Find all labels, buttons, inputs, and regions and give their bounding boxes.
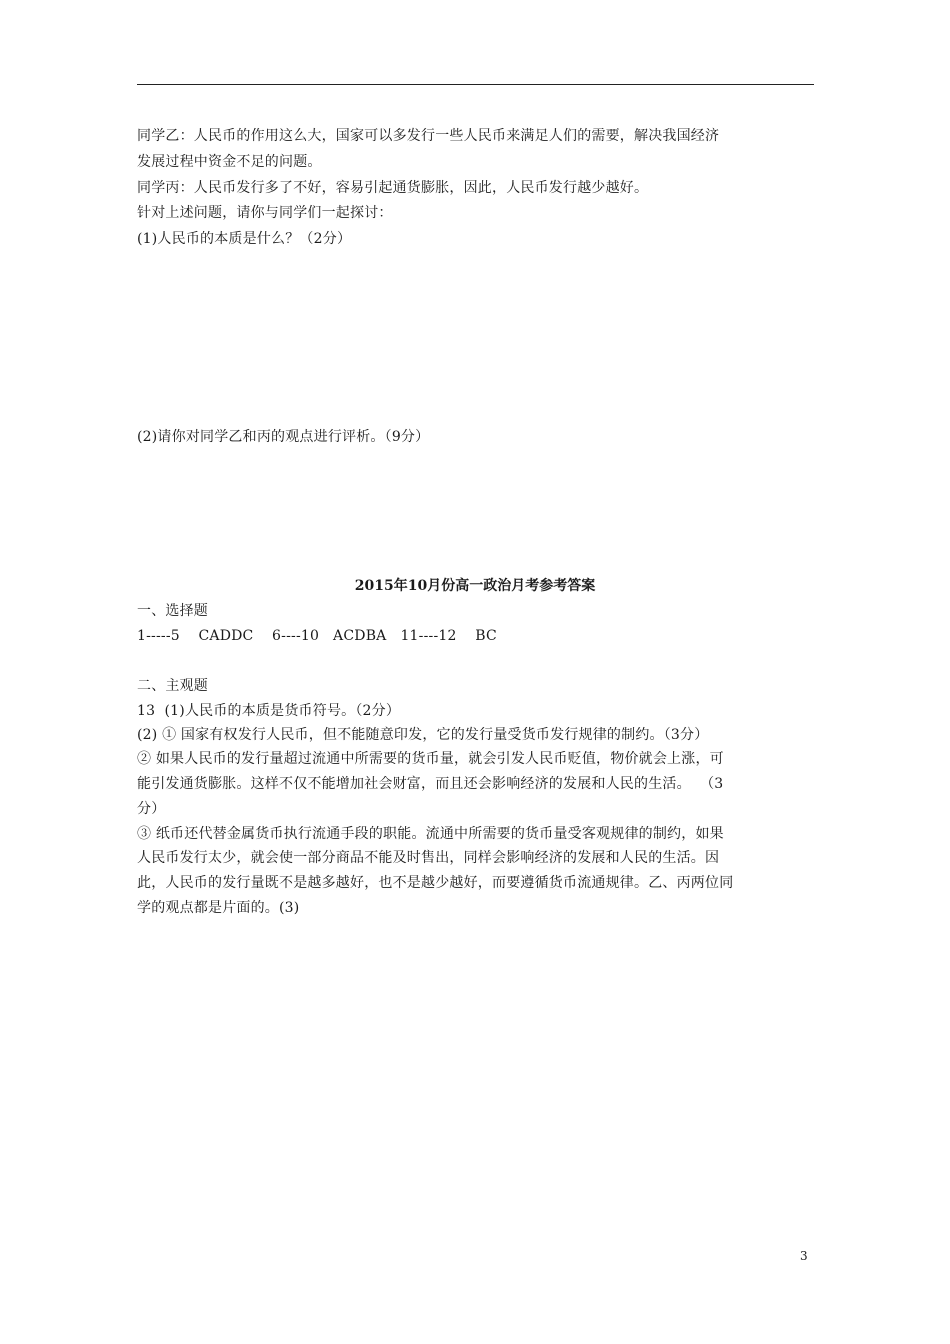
answer-line: ③ 纸币还代替金属货币执行流通手段的职能。流通中所需要的货币量受客观规律的制约，如果 [137, 826, 724, 842]
multiple-choice-answers: 1-----5 CADDC 6----10 ACDBA 11----12 BC [137, 628, 497, 644]
answer-line: 能引发通货膨胀。这样不仅不能增加社会财富，而且还会影响经济的发展和人民的生活。 （3 [137, 776, 724, 792]
question-line: 同学丙：人民币发行多了不好，容易引起通货膨胀，因此，人民币发行越少越好。 [137, 180, 649, 196]
answer-line: 13 (1)人民币的本质是货币符号。（2分） [137, 703, 401, 719]
answer-line: 分） [137, 801, 166, 817]
section-heading-choice: 一、选择题 [137, 603, 208, 619]
page-number: 3 [800, 1249, 808, 1263]
section-heading-subjective: 二、主观题 [137, 678, 208, 694]
question-part-2: (2)请你对同学乙和丙的观点进行评析。（9分） [137, 429, 430, 445]
question-line: 针对上述问题，请你与同学们一起探讨： [137, 205, 393, 221]
answer-line: ② 如果人民币的发行量超过流通中所需要的货币量，就会引发人民币贬值，物价就会上涨，可 [137, 751, 724, 767]
answer-line: 学的观点都是片面的。(3) [137, 900, 300, 916]
answer-title: 2015年10月份高一政治月考参考答案 [354, 578, 596, 594]
question-part-1: (1)人民币的本质是什么？（2分） [137, 231, 352, 247]
question-line: 同学乙：人民币的作用这么大，国家可以多发行一些人民币来满足人们的需要，解决我国经济 [137, 128, 720, 144]
question-line: 发展过程中资金不足的问题。 [137, 154, 322, 170]
answer-line: 人民币发行太少，就会使一部分商品不能及时售出，同样会影响经济的发展和人民的生活。因 [137, 850, 720, 866]
answer-line: 此，人民币的发行量既不是越多越好，也不是越少越好，而要遵循货币流通规律。乙、丙两位同 [137, 875, 734, 891]
header-rule [137, 84, 814, 85]
answer-line: (2) ① 国家有权发行人民币，但不能随意印发，它的发行量受货币发行规律的制约。（3分） [137, 727, 709, 743]
